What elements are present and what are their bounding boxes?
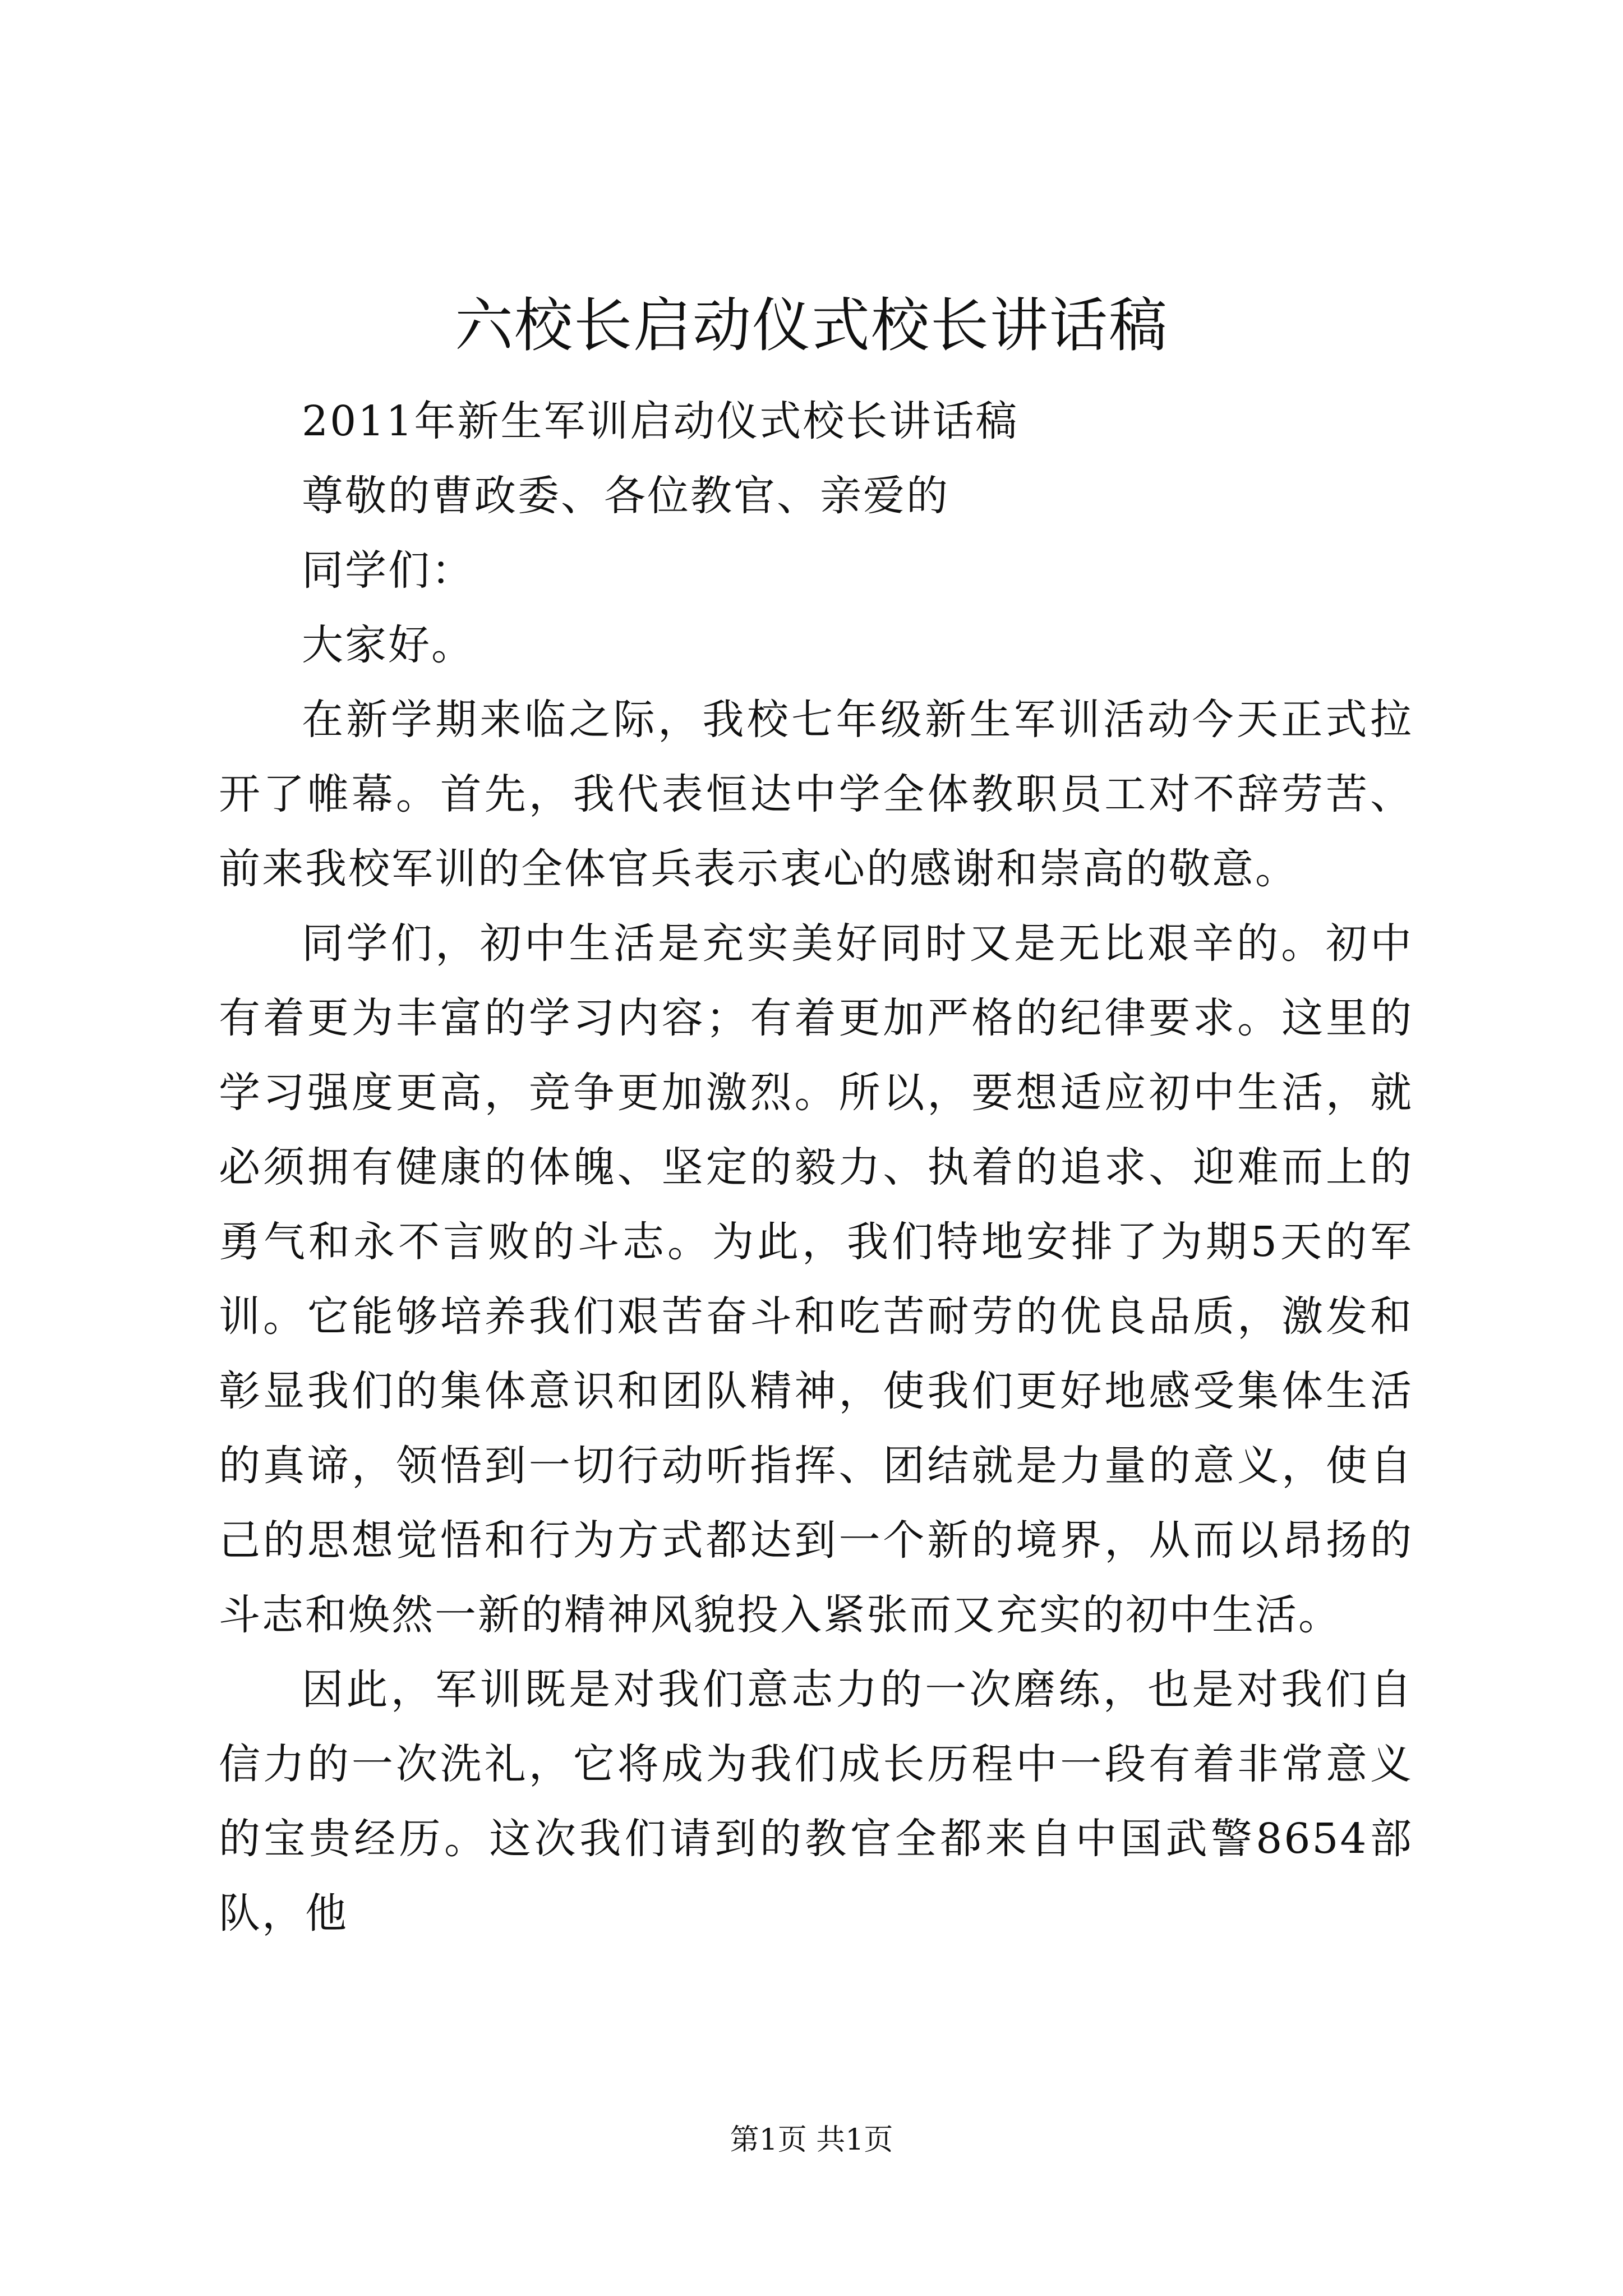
paragraph-salutation: 尊敬的曹政委、各位教官、亲爱的 — [302, 472, 949, 520]
document-body — [219, 384, 1413, 1951]
paragraph-subtitle: 2011年新生军训启动仪式校长讲话稿 — [302, 397, 1019, 445]
paragraph-salutation-cont: 同学们： — [302, 546, 474, 595]
paragraph-body-3: 因此，军训既是对我们意志力的一次磨练，也是对我们自信力的一次洗礼，它将成为我们成长历程中一段有着非常意义的宝贵经历。这次我们请到的教官全都来自中国武警8654部队，他 — [219, 1665, 1413, 1938]
page-footer: 第1页 共1页 — [730, 2123, 893, 2157]
document-title: 六校长启动仪式校长讲话稿 — [454, 291, 1168, 360]
paragraph-body-2: 同学们，初中生活是充实美好同时又是无比艰辛的。初中有着更为丰富的学习内容；有着更加严格的纪律要求。这里的学习强度更高，竞争更加激烈。所以，要想适应初中生活，就必须拥有健康的体魄、坚定的毅力、执着的追求、迎难而上的勇气和永不言败的斗志。为此，我们特地安排了为期5天的军训。它能够培养我们艰苦奋斗和吃苦耐劳的优良品质，激发和彰显我们的集体意识和团队精神，使我们更好地感受集体生活的真谛，领悟到一切行动听指挥、团结就是力量的意义，使自己的思想觉悟和行为方式都达到一个新的境界，从而以昂扬的斗志和焕然一新的精神风貌投入紧张而又充实的初中生活。 — [219, 919, 1413, 1639]
paragraph-greeting: 大家好。 — [302, 621, 474, 669]
paragraph-body-1: 在新学期来临之际，我校七年级新生军训活动今天正式拉开了帷幕。首先，我代表恒达中学全体教职员工对不辞劳苦、前来我校军训的全体官兵表示衷心的感谢和崇高的敬意。 — [219, 696, 1413, 893]
